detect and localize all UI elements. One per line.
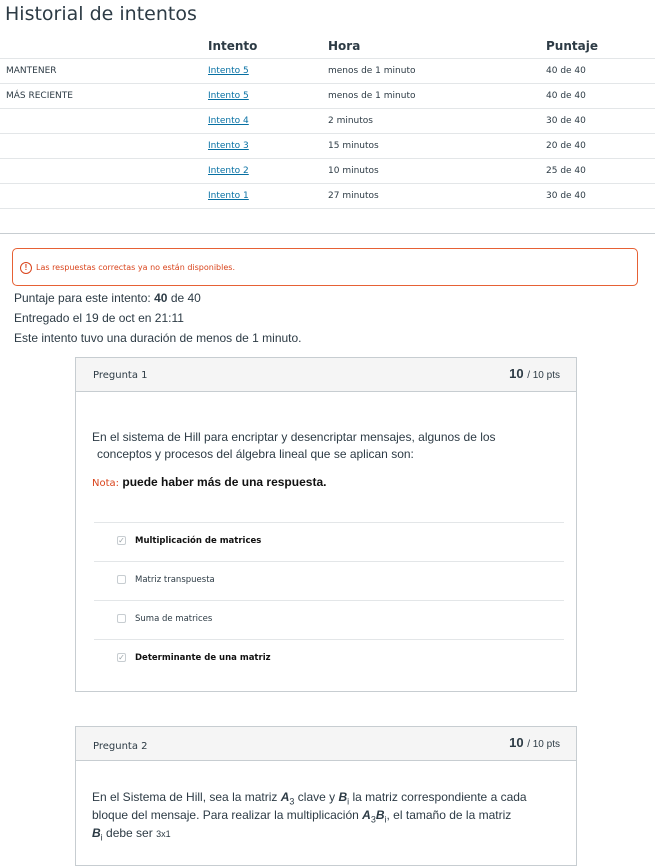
table-row — [0, 59, 655, 84]
attempt-link[interactable]: Intento 5 — [208, 91, 249, 101]
answer-option[interactable] — [94, 600, 564, 639]
matrix-size: 3x1 — [156, 829, 171, 839]
score-value: 40 — [154, 291, 168, 305]
question-text-line — [92, 825, 171, 846]
page-title: Historial de intentos — [5, 3, 197, 25]
table-row — [0, 109, 655, 134]
row-label — [0, 159, 208, 184]
row-time: 10 minutos — [328, 159, 546, 184]
text-fragment: En el Sistema de Hill, sea la matriz — [92, 790, 278, 804]
subscript: 3 — [370, 814, 376, 825]
attempt-duration: Este intento tuvo una duración de menos de 1 minuto. — [14, 331, 302, 345]
matrix-symbol: B — [92, 826, 101, 840]
row-score: 40 de 40 — [546, 84, 655, 109]
subscript: 3 — [289, 796, 295, 807]
header-score: Puntaje — [546, 39, 598, 53]
points-earned: 10 — [509, 735, 524, 750]
note-text: puede haber más de una respuesta. — [122, 475, 327, 489]
checkbox-unchecked-icon — [117, 575, 126, 584]
row-score: 40 de 40 — [546, 59, 655, 84]
header-attempt: Intento — [208, 39, 258, 53]
row-label: MANTENER — [0, 59, 208, 84]
row-score: 30 de 40 — [546, 109, 655, 134]
note-label: Nota: — [92, 478, 120, 489]
header-label — [0, 34, 208, 59]
question-points — [509, 366, 560, 381]
table-row — [0, 84, 655, 109]
question-title: Pregunta 2 — [93, 741, 148, 752]
checkbox-checked-icon: ✓ — [118, 536, 125, 545]
attempt-link[interactable]: Intento 3 — [208, 141, 249, 151]
matrix-symbol: B — [375, 808, 385, 822]
matrix-symbol: A — [280, 790, 290, 804]
table-row — [0, 184, 655, 209]
answer-label: Matriz transpuesta — [135, 575, 215, 585]
section-divider — [0, 233, 655, 234]
attempt-link[interactable]: Intento 5 — [208, 66, 249, 76]
row-score: 25 de 40 — [546, 159, 655, 184]
score-prefix: Puntaje para este intento: — [14, 291, 151, 305]
answer-label: Multiplicación de matrices — [135, 536, 262, 546]
warning-circle-icon: ! — [20, 262, 32, 274]
question-title: Pregunta 1 — [93, 370, 148, 381]
table-row — [0, 134, 655, 159]
alert-text: Las respuestas correctas ya no están disponibles. — [36, 263, 235, 272]
question-text-line: conceptos y procesos del álgebra lineal que se aplican son: — [97, 447, 414, 461]
answer-option[interactable] — [94, 639, 564, 678]
question-header — [76, 727, 576, 761]
checkbox-checked-icon: ✓ — [118, 653, 125, 662]
row-label — [0, 109, 208, 134]
answer-option[interactable] — [94, 522, 564, 561]
score-summary — [14, 291, 201, 305]
answer-option[interactable] — [94, 561, 564, 600]
question-card-2 — [75, 726, 577, 866]
row-time: 15 minutos — [328, 134, 546, 159]
question-card-1 — [75, 357, 577, 692]
matrix-symbol: A — [362, 808, 371, 822]
points-total: / 10 pts — [527, 370, 560, 381]
text-fragment: debe ser — [106, 826, 153, 840]
text-fragment: bloque del mensaje. Para realizar la multiplicación — [92, 808, 359, 822]
row-time: menos de 1 minuto — [328, 84, 546, 109]
table-header-row — [0, 34, 655, 59]
question-note — [92, 475, 326, 489]
subscript: i — [384, 814, 387, 825]
matrix-symbol: B — [338, 790, 348, 804]
text-fragment: la matriz correspondiente a cada — [352, 790, 527, 804]
answer-label: Determinante de una matriz — [135, 653, 271, 663]
question-points — [509, 735, 560, 750]
text-fragment: clave y — [297, 790, 336, 804]
subscript: i — [100, 832, 103, 843]
row-time: 2 minutos — [328, 109, 546, 134]
row-label — [0, 134, 208, 159]
header-time: Hora — [328, 39, 361, 53]
row-label — [0, 184, 208, 209]
checkbox-unchecked-icon — [117, 614, 126, 623]
row-time: 27 minutos — [328, 184, 546, 209]
attempt-link[interactable]: Intento 4 — [208, 116, 249, 126]
submitted-date: Entregado el 19 de oct en 21:11 — [14, 311, 184, 325]
points-earned: 10 — [509, 366, 524, 381]
alert-box — [12, 248, 638, 286]
score-suffix: de 40 — [170, 291, 201, 305]
question-header — [76, 358, 576, 392]
row-score: 30 de 40 — [546, 184, 655, 209]
table-row — [0, 159, 655, 184]
attempts-table — [0, 34, 655, 209]
attempt-link[interactable]: Intento 2 — [208, 166, 249, 176]
points-total: / 10 pts — [527, 739, 560, 750]
attempt-link[interactable]: Intento 1 — [208, 191, 249, 201]
row-time: menos de 1 minuto — [328, 59, 546, 84]
row-score: 20 de 40 — [546, 134, 655, 159]
text-fragment: , el tamaño de la matriz — [386, 808, 512, 822]
row-label: MÁS RECIENTE — [0, 84, 208, 109]
subscript: i — [347, 796, 350, 807]
answer-label: Suma de matrices — [135, 614, 213, 624]
question-text-line: En el sistema de Hill para encriptar y desencriptar mensajes, algunos de los — [92, 430, 496, 444]
